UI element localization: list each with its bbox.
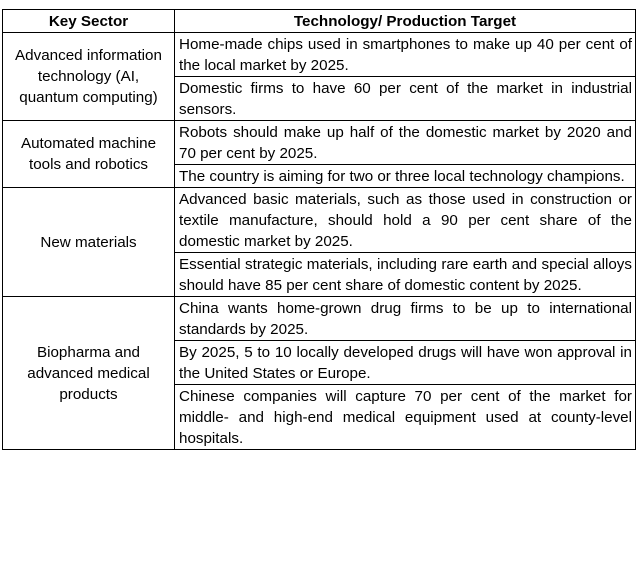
sector-cell: Biopharma and advanced medical products [3, 297, 175, 450]
table-row [3, 33, 636, 77]
header-technology-target: Technology/ Production Target [175, 10, 636, 33]
target-cell: Robots should make up half of the domestic market by 2020 and 70 per cent by 2025. [175, 121, 636, 165]
table-row [3, 297, 636, 341]
target-cell: China wants home-grown drug firms to be up to international standards by 2025. [175, 297, 636, 341]
target-cell: The country is aiming for two or three local technology champions. [175, 165, 636, 188]
target-cell: Domestic firms to have 60 per cent of the market in industrial sensors. [175, 77, 636, 121]
header-key-sector: Key Sector [3, 10, 175, 33]
target-cell: Home-made chips used in smartphones to make up 40 per cent of the local market by 2025. [175, 33, 636, 77]
sector-cell: Automated machine tools and robotics [3, 121, 175, 188]
target-cell: Essential strategic materials, including rare earth and special alloys should have 85 per cent share of domestic content by 2025. [175, 253, 636, 297]
target-cell: Advanced basic materials, such as those used in construction or textile manufacture, should hold a 90 per cent share of the domestic market by 2025. [175, 188, 636, 253]
header-row [3, 10, 636, 33]
sector-cell: Advanced information technology (AI, quantum computing) [3, 33, 175, 121]
table-row [3, 188, 636, 253]
sector-cell: New materials [3, 188, 175, 297]
table-row [3, 121, 636, 165]
target-cell: Chinese companies will capture 70 per cent of the market for middle- and high-end medical equipment used at county-level hospitals. [175, 385, 636, 450]
sector-targets-table [2, 9, 636, 450]
target-cell: By 2025, 5 to 10 locally developed drugs will have won approval in the United States or Europe. [175, 341, 636, 385]
